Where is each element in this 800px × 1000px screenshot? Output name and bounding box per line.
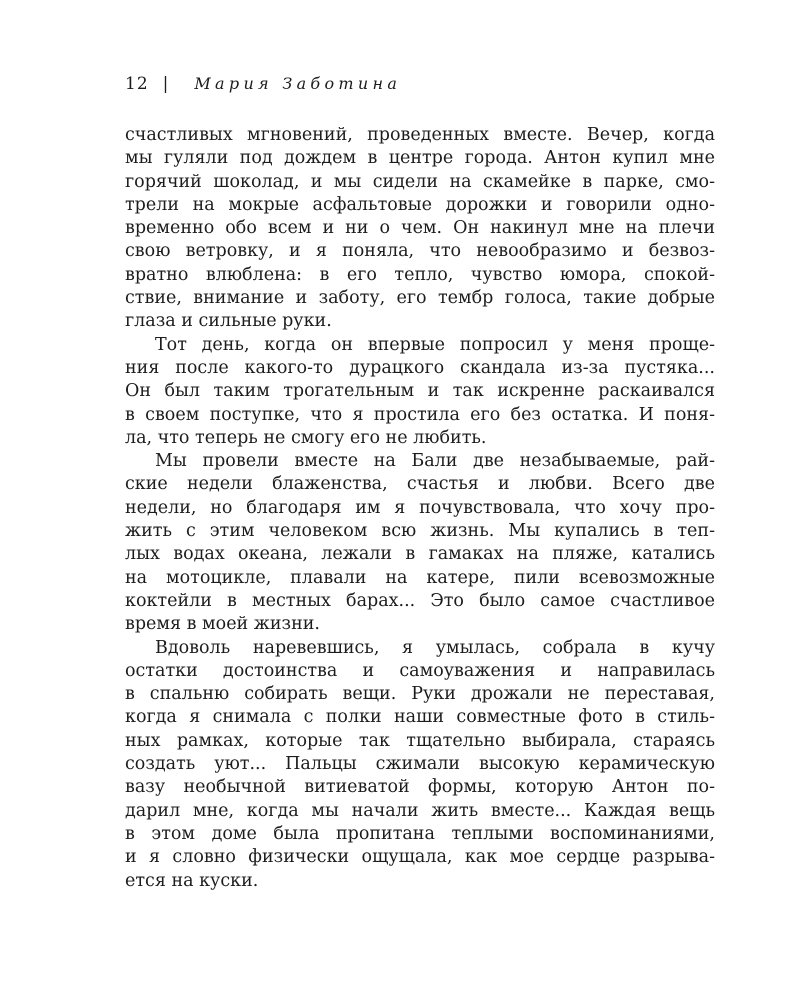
text-line: вратно влюблена: в его тепло, чувство юмора, спокой- — [125, 264, 715, 285]
text-line: коктейли в местных барах... Это было самое счастливое — [125, 590, 715, 611]
page-number: 12 — [125, 74, 149, 94]
text-line: вазу необычной витиеватой формы, которую Антон по- — [125, 777, 715, 798]
text-line: когда я снимала с полки наши совместные фото в стиль- — [125, 707, 715, 728]
paragraph-first-line: Мы провели вместе на Бали две незабываемые, рай- — [155, 451, 715, 472]
text-line: временно обо всем и ни о чем. Он накинул мне на плечи — [125, 218, 715, 239]
text-line: счастливых мгновений, проведенных вместе. Вечер, когда — [125, 125, 715, 145]
text-line: горячий шоколад, и мы сидели на скамейке в парке, смо- — [125, 171, 715, 192]
text-line: свою ветровку, и я поняла, что невообразимо и безвоз- — [125, 241, 715, 262]
text-line: жить с этим человеком всю жизнь. Мы купались в теп- — [125, 521, 715, 542]
text-line: дарил мне, когда мы начали жить вместе... Каждая вещь — [125, 800, 715, 821]
paragraph-first-line: Вдоволь наревевшись, я умылась, собрала в кучу — [155, 637, 715, 658]
text-line: ские недели блаженства, счастья и любви. Всего две — [125, 474, 715, 495]
running-head — [125, 72, 401, 96]
text-line: и я словно физически ощущала, как мое сердце разрыва- — [125, 847, 715, 868]
text-line: ла, что теперь не смогу его не любить. — [125, 427, 487, 448]
text-line: лых водах океана, лежали в гамаках на пляже, катались — [125, 544, 715, 565]
text-line: в этом доме была пропитана теплыми воспоминаниями, — [125, 823, 715, 844]
text-line: недели, но благодаря им я почувствовала, что хочу про- — [125, 497, 715, 518]
text-line: в спальню собирать вещи. Руки дрожали не переставая, — [125, 684, 715, 705]
text-line: на мотоцикле, плавали на катере, пили всевозможные — [125, 567, 715, 588]
author-name: Мария Заботина — [194, 74, 402, 93]
text-line: глаза и сильные руки. — [125, 311, 332, 332]
text-line: ется на куски. — [125, 870, 259, 891]
text-line: Он был таким трогательным и так искренне раскаивался — [125, 381, 715, 402]
text-line: ния после какого-то дурацкого скандала из-за пустяка... — [125, 357, 715, 378]
text-line: мы гуляли под дождем в центре города. Антон купил мне — [125, 148, 715, 169]
text-line: в своем поступке, что я простила его без остатка. И поня- — [125, 404, 715, 425]
header-separator: | — [162, 74, 169, 94]
text-line: создать уют... Пальцы сжимали высокую керамическую — [125, 754, 715, 775]
text-line: ствие, внимание и заботу, его тембр голоса, такие добрые — [125, 288, 715, 309]
text-line: остатки достоинства и самоуважения и направилась — [125, 660, 715, 681]
text-line: время в моей жизни. — [125, 614, 320, 635]
text-line: трели на мокрые асфальтовые дорожки и говорили одно- — [125, 194, 715, 215]
body-text — [125, 124, 715, 893]
paragraph-first-line: Тот день, когда он впервые попросил у меня проще- — [155, 334, 715, 355]
text-line: ных рамках, которые так тщательно выбирала, стараясь — [125, 730, 715, 751]
